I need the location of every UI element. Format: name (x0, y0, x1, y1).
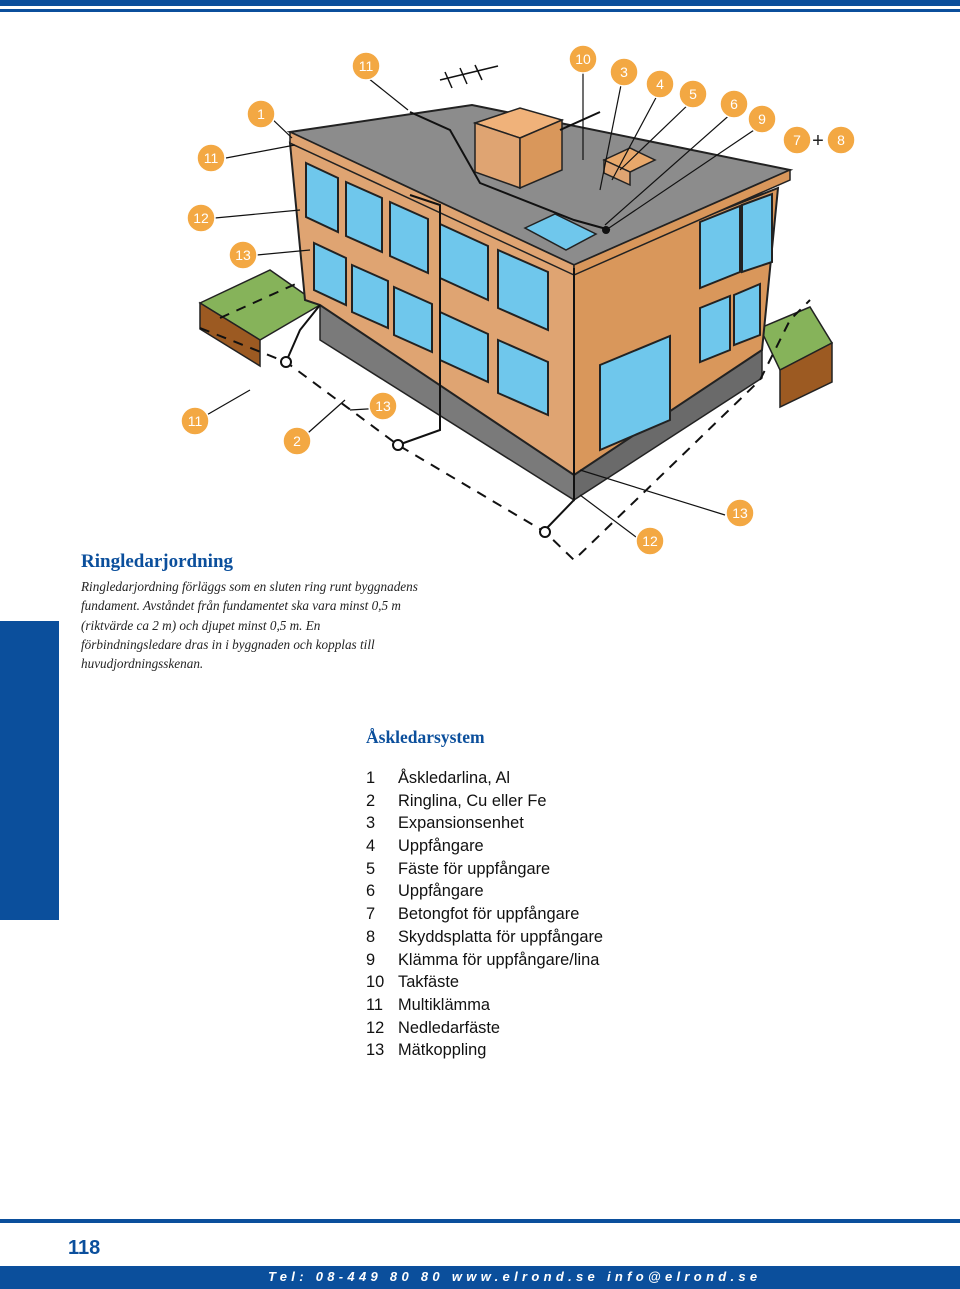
legend-item: 13 Mätkoppling (366, 1041, 487, 1060)
svg-text:12: 12 (193, 210, 209, 226)
callout-5 (679, 80, 707, 108)
footer-rule (0, 1219, 960, 1223)
callout-4 (646, 70, 674, 98)
svg-text:11: 11 (187, 413, 203, 429)
svg-text:6: 6 (730, 96, 738, 112)
svg-text:13: 13 (732, 505, 748, 521)
callout-11-top (352, 52, 380, 80)
callout-9 (748, 105, 776, 133)
svg-text:7: 7 (793, 132, 801, 148)
svg-text:10: 10 (575, 51, 591, 67)
legend-item: 10 Takfäste (366, 973, 460, 992)
svg-text:12: 12 (642, 533, 658, 549)
callout-6 (720, 90, 748, 118)
callout-13-ground (369, 392, 397, 420)
callout-12-left (187, 204, 215, 232)
svg-text:4: 4 (656, 76, 664, 92)
roof-bonding-point (602, 226, 610, 234)
svg-text:11: 11 (358, 58, 374, 74)
callout-7 (783, 126, 811, 154)
legend-title: Åskledarsystem (366, 727, 485, 747)
svg-text:1: 1 (257, 106, 265, 122)
svg-text:5: 5 (689, 86, 697, 102)
legend-item: 8 Skyddsplatta för uppfångare (366, 927, 604, 946)
legend-item: 4 Uppfångare (366, 837, 484, 856)
svg-text:11: 11 (203, 150, 219, 166)
callout-11-ground (181, 407, 209, 435)
ground-left (200, 270, 320, 366)
building-illustration (0, 0, 960, 600)
footer-contact: Tel: 08-449 80 80 www.elrond.se info@elrond.se (268, 1269, 762, 1284)
antenna (440, 65, 498, 88)
callout-11-left (197, 144, 225, 172)
callout-2 (283, 427, 311, 455)
plus-sign: + (812, 130, 824, 152)
legend-item: 1 Åskledarlina, Al (366, 769, 511, 787)
legend-item: 2 Ringlina, Cu eller Fe (366, 791, 547, 810)
svg-text:8: 8 (837, 132, 845, 148)
legend-item: 6 Uppfångare (366, 882, 484, 901)
legend-item: 3 Expansionsenhet (366, 814, 524, 833)
side-tab (0, 621, 59, 920)
page-number: 118 (68, 1237, 101, 1259)
legend-item: 11 Multiklämma (366, 995, 490, 1014)
section-text: Ringledarjordning förläggs som en sluten ring runt byggnadens fundament. Avståndet från fundamentet ska vara minst 0,5 m (riktvärde ca 2 m) och djupet minst 0,5 m. En förbindningsledare dras in i byggnaden och kopplas till huvudjordningsskenan. (81, 579, 418, 672)
callout-13-left (229, 241, 257, 269)
legend-item: 5 Fäste för uppfångare (366, 859, 551, 878)
section-title: Ringledarjordning (81, 551, 234, 572)
svg-text:2: 2 (293, 433, 301, 449)
svg-text:13: 13 (235, 247, 251, 263)
svg-text:13: 13 (375, 398, 391, 414)
callout-13-bottom (726, 499, 754, 527)
svg-text:3: 3 (620, 64, 628, 80)
svg-text:9: 9 (758, 111, 766, 127)
legend-item: 12 Nedledarfäste (366, 1018, 501, 1037)
legend-list (366, 767, 603, 1062)
legend-item: 9 Klämma för uppfångare/lina (366, 950, 600, 969)
callout-1 (247, 100, 275, 128)
legend-item: 7 Betongfot för uppfångare (366, 905, 580, 924)
callout-12-bottom (636, 527, 664, 555)
callout-3 (610, 58, 638, 86)
callout-8 (827, 126, 855, 154)
callout-10 (569, 45, 597, 73)
